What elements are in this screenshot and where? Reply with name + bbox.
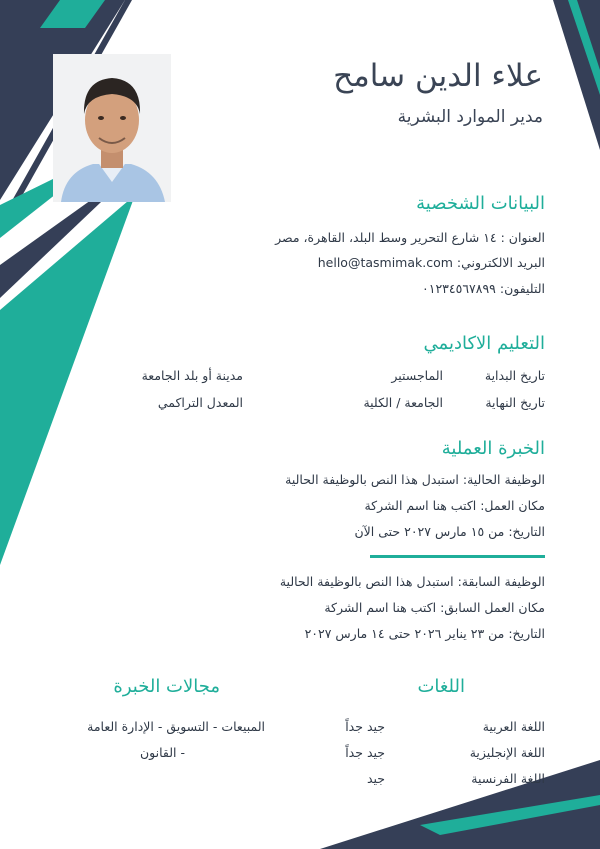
language-level: جيد: [366, 771, 385, 786]
phone-line: التليفون: ٠١٢٣٤٥٦٧٨٩٩: [422, 281, 545, 296]
language-name: اللغة العربية: [482, 719, 545, 734]
current-job: الوظيفة الحالية: استبدل هذا النص بالوظيفة الحالية: [285, 472, 545, 487]
languages-section-title: اللغات: [417, 676, 465, 697]
email-label: البريد الالكتروني:: [456, 255, 545, 270]
email-value: hello@tasmimak.com: [317, 255, 453, 270]
language-name: اللغة الفرنسية: [471, 771, 545, 786]
degree: الماجستير: [391, 368, 443, 383]
fields-line-1: المبيعات - التسويق - الإدارة العامة: [87, 719, 265, 734]
candidate-name: علاء الدين سامح: [333, 58, 543, 94]
language-level: جيد جداً: [345, 719, 385, 734]
language-name: اللغة الإنجليزية: [469, 745, 545, 760]
current-company: مكان العمل: اكتب هنا اسم الشركة: [364, 498, 545, 513]
end-date-label: تاريخ النهاية: [485, 395, 545, 410]
education-section-title: التعليم الاكاديمي: [423, 333, 545, 354]
current-date: التاريخ: من ١٥ مارس ٢٠٢٧ حتى الآن: [354, 524, 545, 539]
email-line: [318, 255, 545, 270]
profile-photo: [53, 54, 171, 202]
job-title: مدير الموارد البشرية: [397, 107, 543, 127]
section-divider: [370, 555, 545, 558]
personal-section-title: البيانات الشخصية: [416, 193, 545, 214]
university-city: مدينة أو بلد الجامعة: [141, 368, 243, 383]
university-name: الجامعة / الكلية: [363, 395, 443, 410]
fields-section-title: مجالات الخبرة: [113, 676, 220, 697]
previous-job: الوظيفة السابقة: استبدل هذا النص بالوظيفة الحالية: [279, 574, 545, 589]
previous-date: التاريخ: من ٢٣ يناير ٢٠٢٦ حتى ١٤ مارس ٢٠٢٧: [304, 626, 545, 641]
language-level: جيد جداً: [345, 745, 385, 760]
address-line: العنوان : ١٤ شارع التحرير وسط البلد، القاهرة، مصر: [275, 230, 545, 245]
previous-company: مكان العمل السابق: اكتب هنا اسم الشركة: [324, 600, 545, 615]
gpa: المعدل التراكمي: [157, 395, 243, 410]
experience-section-title: الخبرة العملية: [441, 438, 545, 459]
fields-line-2: - القانون: [139, 745, 185, 760]
start-date-label: تاريخ البداية: [484, 368, 545, 383]
